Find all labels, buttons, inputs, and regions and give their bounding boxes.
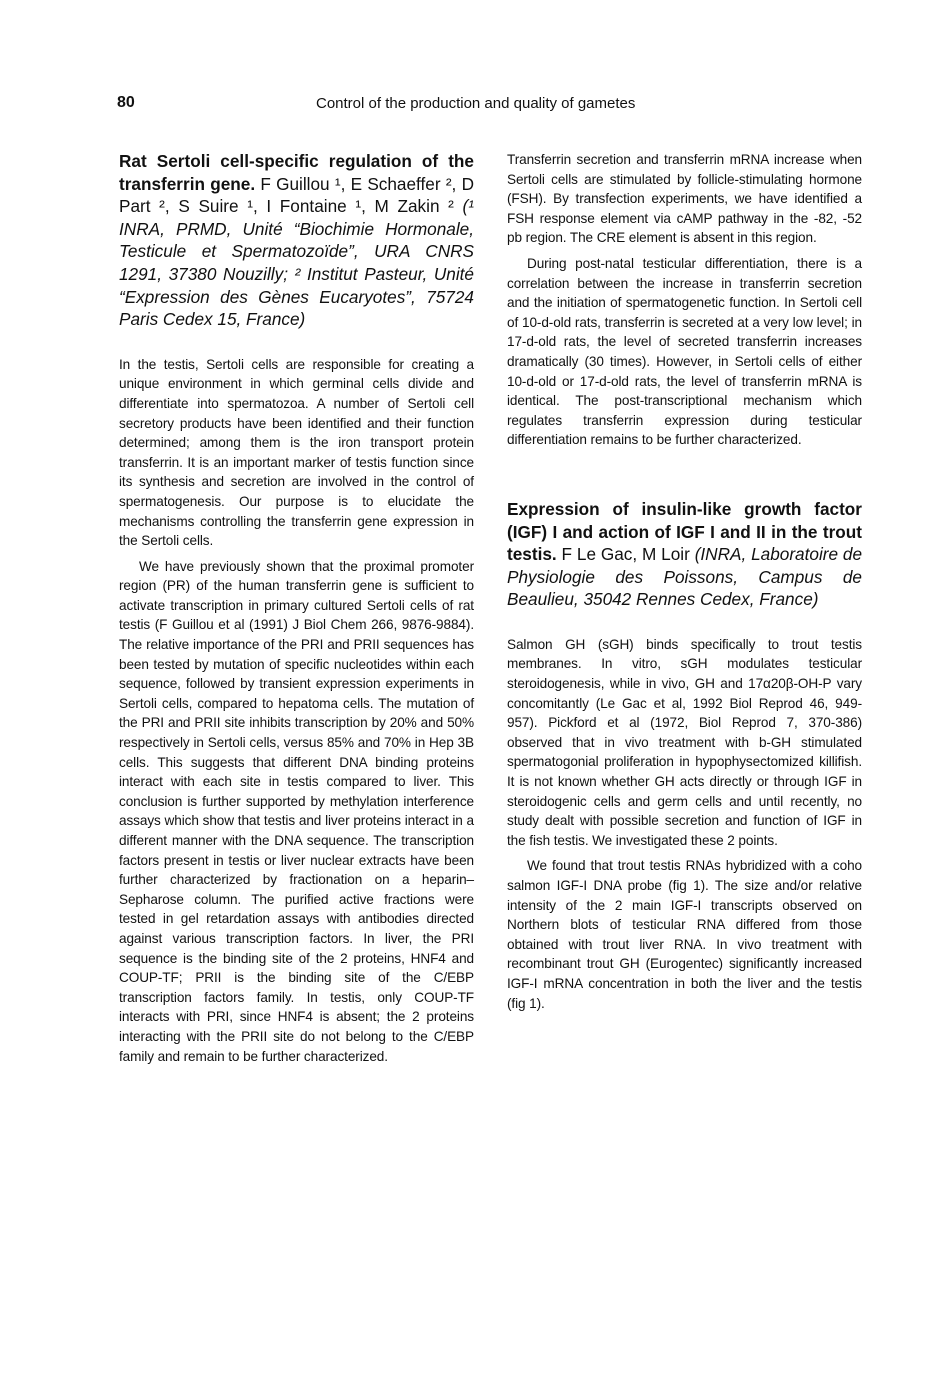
article2-paragraph-1: Salmon GH (sGH) binds specifically to trout testis membranes. In vitro, sGH modulates testicular steroidogenesis, while in vivo, GH and 17α20β-OH-P vary concomitantly (Le Gac et al, 1992 Biol Reprod 46, 949-957). Pickford et al (1972, Biol Reprod 7, 370-386) observed that in vivo treatment with b-GH stimulated spermatogonial proliferation in hypophysectomized killifish. It is not known whether GH acts directly or through IGF in steroidogenic cells and germ cells and until recently, no study dealt with possible secretion and function of IGF in the fish testis. We investigated these 2 points. xyxy=(507,636,862,848)
article1-paragraph-1: In the testis, Sertoli cells are responsible for creating a unique environment in which germinal cells divide and differentiate into spermatozoa. A number of Sertoli cell secretory products have been identified and their function determined; among them is the iron transport protein transferrin. It is an important marker of testis function since its synthesis and secretion are involved in the control of spermatogenesis. Our purpose is to elucidate the mechanisms controlling the transferrin gene expression in the Sertoli cells. xyxy=(119,356,474,549)
article1-authors: F Guillou ¹, E Schaeffer ², D Part ², S Suire ¹, I Fontaine ¹, M Zakin ² xyxy=(119,173,474,217)
article1-paragraph-4: During post-natal testicular differentiation, there is a correlation between the increase in transferrin secretion and the initiation of spermatogenetic function. In Sertoli cell of 10-d-old rats, transferrin is secreted at a very low level; in 17-d-old rats, the level of secreted transferrin increases dramatically (30 times). However, in Sertoli cells of either 10-d-old or 17-d-old rats, the level of transferrin mRNA is identical. The post-transcriptional mechanism which regulates transferrin expression during testicular differentiation remains to be further characterized. xyxy=(507,255,862,448)
running-title: Control of the production and quality of gametes xyxy=(316,95,636,112)
article2-authors: F Le Gac, M Loir xyxy=(561,544,690,565)
article1-paragraph-3: Transferrin secretion and transferrin mRNA increase when Sertoli cells are stimulated by follicle-stimulating hormone (FSH). By transfection experiments, we have identified a FSH response element via cAMP pathway in the -82, -52 pb region. The CRE element is absent in this region. xyxy=(507,152,862,246)
article1-affiliation: (¹ INRA, PRMD, Unité “Biochimie Hormonale, Testicule et Spermatozoïde”, URA CNRS 1291, 37380 Nouzilly; ² Institut Pasteur, Unité “Expression des Gènes Eucaryotes”, 75724 Paris Cedex 15, France) xyxy=(119,196,474,330)
page-number: 80 xyxy=(117,94,135,111)
right-column xyxy=(507,150,862,1013)
article1-header xyxy=(119,150,474,331)
left-column xyxy=(119,150,474,1066)
article2-header xyxy=(507,498,862,611)
article2-paragraph-2: We found that trout testis RNAs hybridized with a coho salmon IGF-I DNA probe (fig 1). The size and/or relative intensity of the 2 main IGF-I transcripts observed on Northern blots of testicular RNA differed from those obtained with trout liver RNA. In vivo treatment with recombinant trout GH (Eurogentec) significantly increased IGF-I mRNA concentration in both the liver and the testis (fig 1). xyxy=(507,858,862,1011)
article1-paragraph-2: We have previously shown that the proximal promoter region (PR) of the human transferrin gene is sufficient to activate transcription in primary cultured Sertoli cells of rat testis (F Guillou et al (1991) J Biol Chem 266, 9876-9884). The relative importance of the PRI and PRII sequences has been tested by mutation of specific nucleotides within each sequence, followed by transient expression experiments in Sertoli cells, compared to hepatoma cells. The mutation of the PRI and PRII site inhibits transcription by 20% and 50% respectively in Sertoli cells, versus 85% and 70% in Hep 3B cells. This suggests that different DNA binding proteins interact with each site in testis compared to liver. This conclusion is further supported by methylation interference assays which show that testis and liver proteins interact in a different manner with the DNA sequence. The transcription factors present in testis or liver nuclear extracts have been further characterized by fractionation on a heparin–Sepharose column. The purified active fractions were tested in gel retardation assays with antibodies directed against various transcription factors. In liver, the PRI sequence is the binding site of the 2 proteins, HNF4 and COUP-TF; PRII is the binding site of the C/EBP transcription factors family. In testis, only COUP-TF interacts with PRI, since HNF4 is absent; the 2 proteins interacting with the PRII site do not belong to the C/EBP family and remain to be further characterized. xyxy=(119,558,474,1064)
article1-title: Rat Sertoli cell-specific regulation of the transferrin gene. xyxy=(119,151,474,194)
article2-affiliation: (INRA, Laboratoire de Physiologie des Poissons, Campus de Beaulieu, 35042 Rennes Cedex, France) xyxy=(507,544,863,610)
article2-title: Expression of insulin-like growth factor (IGF) I and action of IGF I and II in the trout testis. xyxy=(507,498,862,565)
running-head xyxy=(0,94,930,118)
